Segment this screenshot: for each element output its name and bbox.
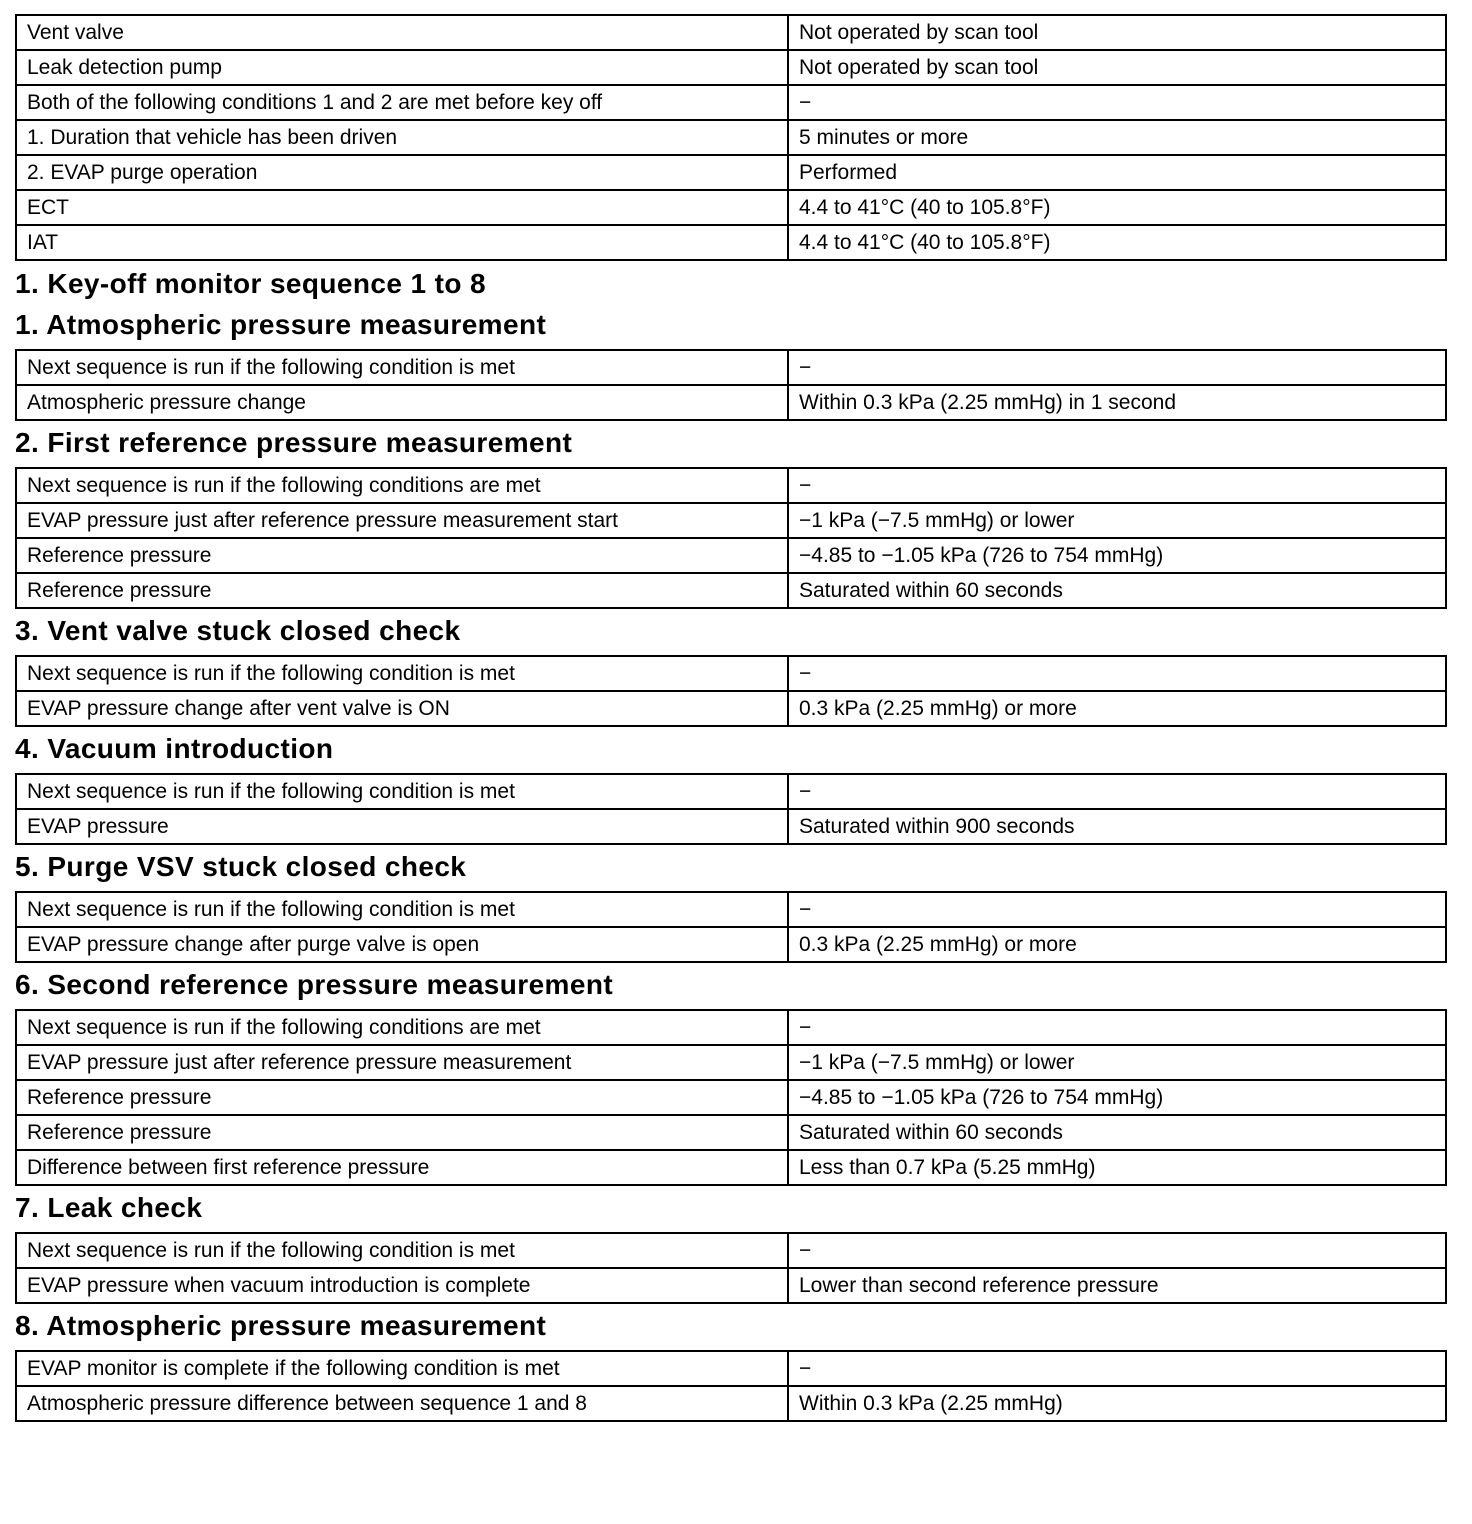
section-heading: 8. Atmospheric pressure measurement <box>15 1310 547 1341</box>
condition-cell: Next sequence is run if the following condition is met <box>16 774 788 809</box>
condition-cell: EVAP pressure when vacuum introduction is complete <box>16 1268 788 1303</box>
condition-cell: 2. EVAP purge operation <box>16 155 788 190</box>
table-row <box>16 15 1446 50</box>
condition-cell: Reference pressure <box>16 1080 788 1115</box>
value-cell: Within 0.3 kPa (2.25 mmHg) <box>788 1386 1446 1421</box>
section-table <box>15 349 1447 421</box>
value-cell: Saturated within 60 seconds <box>788 573 1446 608</box>
condition-cell: Difference between first reference pressure <box>16 1150 788 1185</box>
condition-cell: EVAP pressure change after vent valve is ON <box>16 691 788 726</box>
section-heading: 1. Atmospheric pressure measurement <box>15 309 547 340</box>
table-row <box>16 503 1446 538</box>
condition-cell: Next sequence is run if the following condition is met <box>16 656 788 691</box>
value-cell: Performed <box>788 155 1446 190</box>
section-heading: 3. Vent valve stuck closed check <box>15 615 461 646</box>
section-table <box>15 773 1447 845</box>
condition-cell: IAT <box>16 225 788 260</box>
section-heading: 6. Second reference pressure measurement <box>15 969 614 1000</box>
condition-cell: EVAP pressure <box>16 809 788 844</box>
table-row <box>16 1115 1446 1150</box>
document-body <box>15 14 1447 1422</box>
value-cell: − <box>788 774 1446 809</box>
condition-cell: Next sequence is run if the following condition is met <box>16 350 788 385</box>
value-cell: − <box>788 468 1446 503</box>
table-row <box>16 691 1446 726</box>
value-cell: Saturated within 900 seconds <box>788 809 1446 844</box>
value-cell: Within 0.3 kPa (2.25 mmHg) in 1 second <box>788 385 1446 420</box>
section-table <box>15 1232 1447 1304</box>
condition-cell: ECT <box>16 190 788 225</box>
table-row <box>16 225 1446 260</box>
table-row <box>16 155 1446 190</box>
condition-cell: Next sequence is run if the following conditions are met <box>16 468 788 503</box>
condition-cell: Leak detection pump <box>16 50 788 85</box>
table-row <box>16 120 1446 155</box>
table-row <box>16 1010 1446 1045</box>
table-row <box>16 1268 1446 1303</box>
value-cell: − <box>788 1233 1446 1268</box>
section-table <box>15 1009 1447 1186</box>
value-cell: − <box>788 656 1446 691</box>
value-cell: −4.85 to −1.05 kPa (726 to 754 mmHg) <box>788 1080 1446 1115</box>
value-cell: −1 kPa (−7.5 mmHg) or lower <box>788 1045 1446 1080</box>
value-cell: −1 kPa (−7.5 mmHg) or lower <box>788 503 1446 538</box>
section-heading: 2. First reference pressure measurement <box>15 427 573 458</box>
table-row <box>16 1150 1446 1185</box>
value-cell: − <box>788 892 1446 927</box>
table-row <box>16 190 1446 225</box>
value-cell: Lower than second reference pressure <box>788 1268 1446 1303</box>
condition-cell: EVAP pressure just after reference pressure measurement start <box>16 503 788 538</box>
condition-cell: Reference pressure <box>16 538 788 573</box>
value-cell: 4.4 to 41°C (40 to 105.8°F) <box>788 190 1446 225</box>
value-cell: −4.85 to −1.05 kPa (726 to 754 mmHg) <box>788 538 1446 573</box>
table-row <box>16 350 1446 385</box>
table-row <box>16 927 1446 962</box>
value-cell: − <box>788 350 1446 385</box>
value-cell: 4.4 to 41°C (40 to 105.8°F) <box>788 225 1446 260</box>
value-cell: Not operated by scan tool <box>788 50 1446 85</box>
conditions-table <box>15 14 1447 261</box>
condition-cell: Reference pressure <box>16 573 788 608</box>
table-row <box>16 656 1446 691</box>
table-row <box>16 538 1446 573</box>
value-cell: 5 minutes or more <box>788 120 1446 155</box>
section-heading: 7. Leak check <box>15 1192 203 1223</box>
table-row <box>16 385 1446 420</box>
value-cell: Saturated within 60 seconds <box>788 1115 1446 1150</box>
value-cell: Not operated by scan tool <box>788 15 1446 50</box>
table-row <box>16 892 1446 927</box>
table-row <box>16 1045 1446 1080</box>
section-table <box>15 891 1447 963</box>
condition-cell: Atmospheric pressure change <box>16 385 788 420</box>
condition-cell: Atmospheric pressure difference between sequence 1 and 8 <box>16 1386 788 1421</box>
condition-cell: EVAP pressure change after purge valve is open <box>16 927 788 962</box>
table-row <box>16 1351 1446 1386</box>
value-cell: 0.3 kPa (2.25 mmHg) or more <box>788 691 1446 726</box>
condition-cell: Reference pressure <box>16 1115 788 1150</box>
table-row <box>16 573 1446 608</box>
table-row <box>16 85 1446 120</box>
section-heading: 4. Vacuum introduction <box>15 733 334 764</box>
table-row <box>16 468 1446 503</box>
condition-cell: Vent valve <box>16 15 788 50</box>
table-row <box>16 50 1446 85</box>
value-cell: − <box>788 85 1446 120</box>
table-row <box>16 774 1446 809</box>
value-cell: Less than 0.7 kPa (5.25 mmHg) <box>788 1150 1446 1185</box>
section-table <box>15 655 1447 727</box>
table-row <box>16 1233 1446 1268</box>
condition-cell: EVAP pressure just after reference pressure measurement <box>16 1045 788 1080</box>
main-heading: 1. Key-off monitor sequence 1 to 8 <box>15 268 487 299</box>
table-row <box>16 1080 1446 1115</box>
value-cell: − <box>788 1010 1446 1045</box>
condition-cell: Next sequence is run if the following condition is met <box>16 1233 788 1268</box>
section-heading: 5. Purge VSV stuck closed check <box>15 851 467 882</box>
condition-cell: EVAP monitor is complete if the following condition is met <box>16 1351 788 1386</box>
condition-cell: 1. Duration that vehicle has been driven <box>16 120 788 155</box>
table-row <box>16 809 1446 844</box>
condition-cell: Both of the following conditions 1 and 2 are met before key off <box>16 85 788 120</box>
table-row <box>16 1386 1446 1421</box>
value-cell: − <box>788 1351 1446 1386</box>
value-cell: 0.3 kPa (2.25 mmHg) or more <box>788 927 1446 962</box>
condition-cell: Next sequence is run if the following conditions are met <box>16 1010 788 1045</box>
section-table <box>15 467 1447 609</box>
condition-cell: Next sequence is run if the following condition is met <box>16 892 788 927</box>
section-table <box>15 1350 1447 1422</box>
